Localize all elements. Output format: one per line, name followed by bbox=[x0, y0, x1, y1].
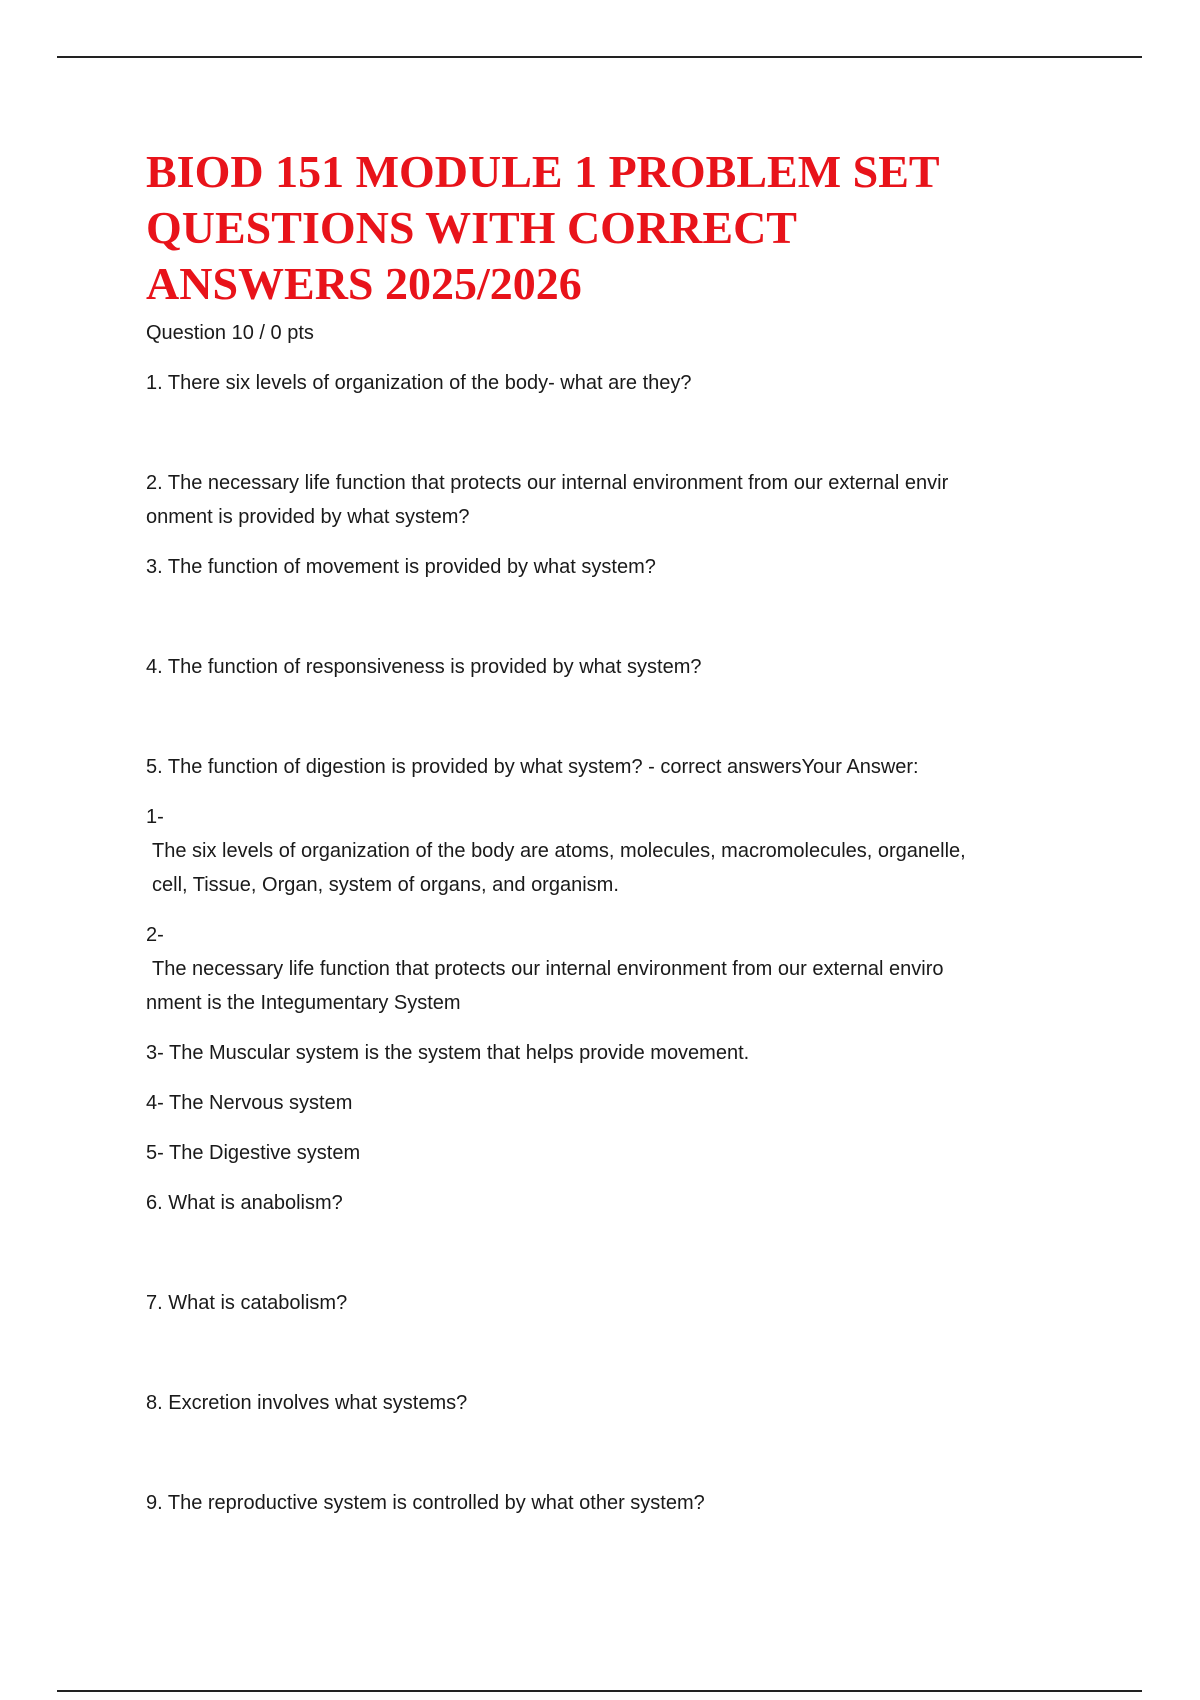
bottom-divider bbox=[57, 1690, 1142, 1692]
answer-5: 5- The Digestive system bbox=[146, 1142, 361, 1164]
question-1: 1. There six levels of organization of the body- what are they? bbox=[146, 372, 692, 394]
document-title bbox=[146, 144, 1026, 312]
answer-3: 3- The Muscular system is the system that helps provide movement. bbox=[146, 1042, 750, 1064]
question-7: 7. What is catabolism? bbox=[146, 1292, 348, 1314]
question-3: 3. The function of movement is provided by what system? bbox=[146, 556, 656, 578]
answer-2-line-1: The necessary life function that protects our internal environment from our external enviro bbox=[152, 958, 944, 980]
answer-4: 4- The Nervous system bbox=[146, 1092, 353, 1114]
title-line-3: ANSWERS 2025/2026 bbox=[146, 258, 582, 309]
document-page bbox=[146, 144, 1076, 1520]
question-2-line-2: onment is provided by what system? bbox=[146, 506, 470, 528]
question-5: 5. The function of digestion is provided by what system? - correct answersYour Answer: bbox=[146, 756, 919, 778]
top-divider bbox=[57, 56, 1142, 58]
answer-2-label: 2- bbox=[146, 924, 164, 946]
question-2-line-1: 2. The necessary life function that protects our internal environment from our external envir bbox=[146, 472, 949, 494]
answer-1-label: 1- bbox=[146, 806, 164, 828]
title-line-2: QUESTIONS WITH CORRECT bbox=[146, 202, 797, 253]
answer-1-line-2: cell, Tissue, Organ, system of organs, and organism. bbox=[152, 874, 619, 896]
question-9: 9. The reproductive system is controlled by what other system? bbox=[146, 1492, 705, 1514]
question-4: 4. The function of responsiveness is provided by what system? bbox=[146, 656, 702, 678]
answer-1-line-1: The six levels of organization of the body are atoms, molecules, macromolecules, organelle, bbox=[152, 840, 966, 862]
question-points: Question 10 / 0 pts bbox=[146, 322, 314, 344]
question-8: 8. Excretion involves what systems? bbox=[146, 1392, 468, 1414]
question-6: 6. What is anabolism? bbox=[146, 1192, 343, 1214]
answer-2-line-2: nment is the Integumentary System bbox=[146, 992, 461, 1014]
title-line-1: BIOD 151 MODULE 1 PROBLEM SET bbox=[146, 146, 940, 197]
